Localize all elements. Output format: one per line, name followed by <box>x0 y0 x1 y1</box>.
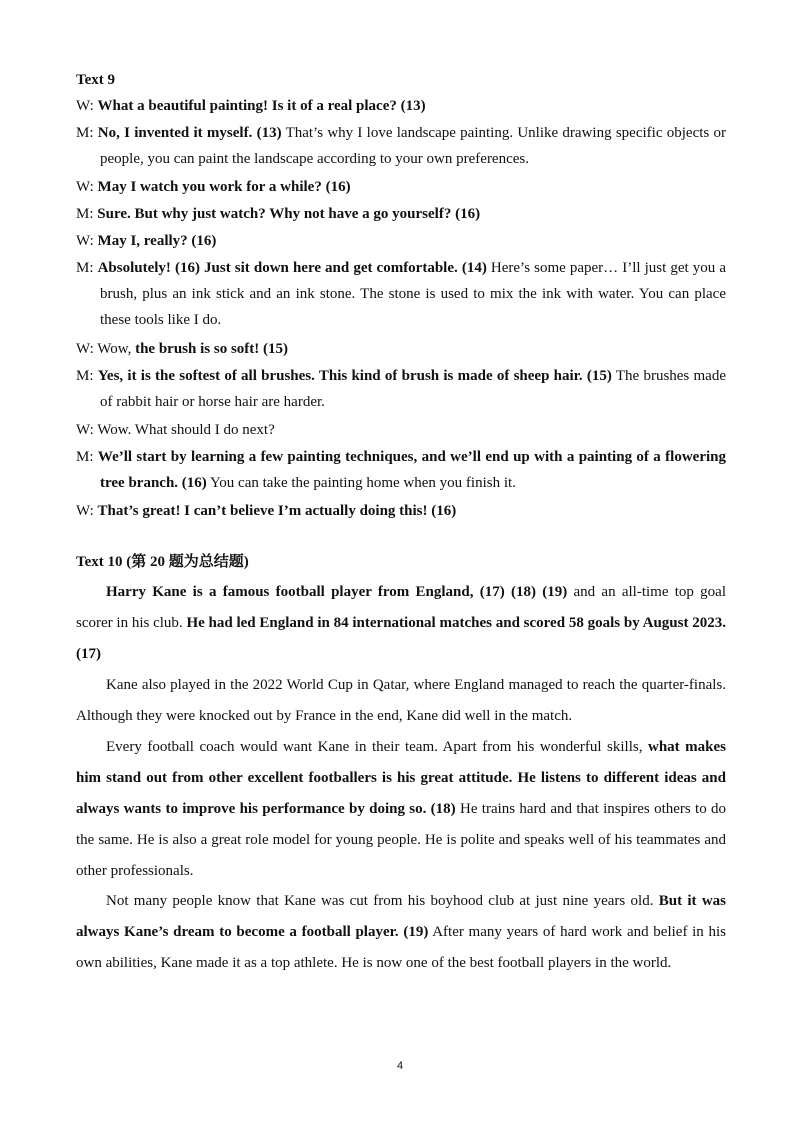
dialogue-line-2 <box>76 120 726 172</box>
dialogue-line-6 <box>76 255 726 333</box>
plain-text: After many years of hard work and belief in his own abilities, Kane made it as a top athlete. He is now one of the best football players in the world. <box>76 924 727 971</box>
plain-text: That’s why I love landscape painting. Unlike drawing specific objects or people, you can paint the landscape according to your own preferences. <box>100 125 726 167</box>
plain-text: He trains hard and that inspires others to do the same. He is also a great role model for young people. He is polite and speaks well of his teammates and other professionals. <box>76 801 726 879</box>
bold-text: But it was always Kane’s dream to become a football player. (19) <box>76 893 726 940</box>
plain-text: The brushes made of rabbit hair or horse hair are harder. <box>100 368 726 410</box>
dialogue-line-5 <box>76 228 726 254</box>
dialogue-line-8 <box>76 363 726 415</box>
dialogue-line-1 <box>76 93 726 119</box>
bold-text: Harry Kane is a famous football player from England, (17) (18) (19) <box>106 584 568 600</box>
bold-text: what makes him stand out from other excellent footballers is his great attitude. He listens to different ideas and always wants to improve his performance by doing so. (18) <box>76 739 726 817</box>
plain-text: You can take the painting home when you finish it. <box>206 475 516 491</box>
bold-text: May I watch you work for a while? (16) <box>97 179 351 195</box>
passage-paragraph-4 <box>76 886 726 979</box>
dialogue-line-3 <box>76 174 726 200</box>
plain-text: Every football coach would want Kane in their team. Apart from his wonderful skills, <box>106 739 648 755</box>
passage-paragraph-3 <box>76 732 726 887</box>
speaker-label: W: <box>76 233 98 249</box>
bold-text: Yes, it is the softest of all brushes. This kind of brush is made of sheep hair. (15) <box>97 368 612 384</box>
plain-text: Wow, <box>97 341 136 357</box>
plain-text: Not many people know that Kane was cut from his boyhood club at just nine years old. <box>106 893 659 909</box>
bold-text: What a beautiful painting! Is it of a real place? (13) <box>97 98 426 114</box>
speaker-label: W: <box>76 422 98 438</box>
bold-text: That’s great! I can’t believe I’m actually doing this! (16) <box>97 503 457 519</box>
plain-text: Wow. What should I do next? <box>97 422 275 438</box>
dialogue-line-10 <box>76 444 726 496</box>
speaker-label: W: <box>76 98 98 114</box>
speaker-label: M: <box>76 125 98 141</box>
plain-text: Here’s some paper… I’ll just get you a brush, plus an ink stick and an ink stone. The stone is used to mix the ink with water. You can place these tools like I do. <box>100 260 726 328</box>
plain-text: Kane also played in the 2022 World Cup in Qatar, where England managed to reach the quarter-finals. Although they were knocked out by France in the end, Kane did well in the match. <box>76 677 726 724</box>
bold-text: May I, really? (16) <box>97 233 217 249</box>
bold-text: Absolutely! (16) Just sit down here and get comfortable. (14) <box>97 260 487 276</box>
passage-paragraph-1 <box>76 577 726 670</box>
bold-text: He had led England in 84 international matches and scored 58 goals by August 2023. (17) <box>76 615 726 662</box>
text9-heading: Text 9 <box>76 72 116 88</box>
dialogue-line-4 <box>76 201 726 227</box>
speaker-label: M: <box>76 449 98 465</box>
dialogue-line-11 <box>76 498 726 524</box>
passage-paragraph-2 <box>76 670 726 732</box>
speaker-label: W: <box>76 179 98 195</box>
bold-text: No, I invented it myself. (13) <box>97 125 282 141</box>
speaker-label: M: <box>76 260 98 276</box>
speaker-label: W: <box>76 341 98 357</box>
bold-text: We’ll start by learning a few painting techniques, and we’ll end up with a painting of a flowering tree branch. (16) <box>97 449 726 491</box>
dialogue-line-9 <box>76 417 726 443</box>
plain-text: and an all-time top goal scorer in his club. <box>76 584 726 631</box>
text10-heading: Text 10 (第 20 题为总结题) <box>76 554 249 570</box>
bold-text: the brush is so soft! (15) <box>135 341 289 357</box>
speaker-label: M: <box>76 206 98 222</box>
speaker-label: W: <box>76 503 98 519</box>
page-number: 4 <box>396 1060 404 1072</box>
speaker-label: M: <box>76 368 98 384</box>
dialogue-line-7 <box>76 336 726 362</box>
bold-text: Sure. But why just watch? Why not have a go yourself? (16) <box>97 206 481 222</box>
